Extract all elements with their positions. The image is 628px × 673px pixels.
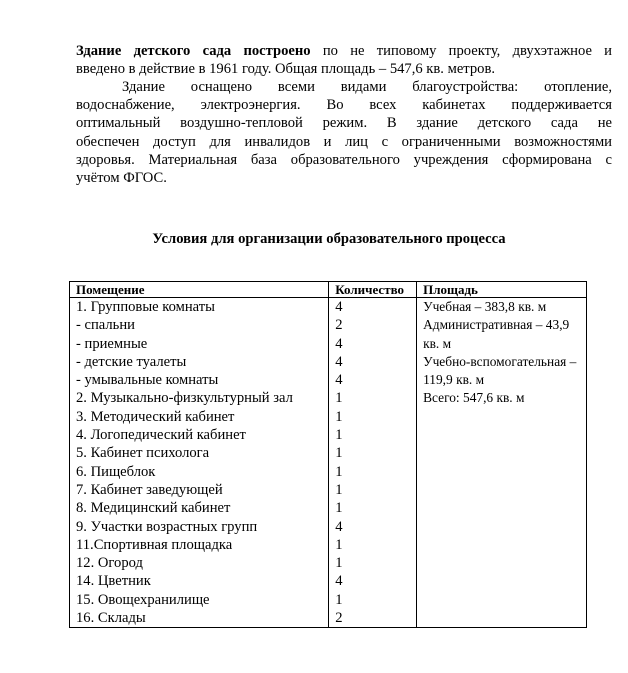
room-quantity: 1 xyxy=(335,445,343,462)
room-name: 6. Пищеблок xyxy=(76,463,156,480)
room-name: 5. Кабинет психолога xyxy=(76,445,210,462)
intro-line-1 xyxy=(76,42,612,60)
amenities-line: учётом ФГОС. xyxy=(76,170,167,187)
room-quantity: 4 xyxy=(335,335,343,352)
intro-paragraph xyxy=(76,42,612,78)
room-quantity: 4 xyxy=(335,573,343,590)
room-quantity: 1 xyxy=(335,536,343,553)
room-name: 8. Медицинский кабинет xyxy=(76,500,231,517)
room-name: 7. Кабинет заведующей xyxy=(76,481,223,498)
room-list-cell xyxy=(70,298,329,628)
intro-bold-lead: Здание детского сада построено xyxy=(76,43,311,59)
room-name: 14. Цветник xyxy=(76,573,151,590)
room-name: 3. Методический кабинет xyxy=(76,408,235,425)
amenities-line: водоснабжение, электроэнергия. Во всех кабинетах поддерживается xyxy=(76,97,612,114)
room-quantity: 1 xyxy=(335,555,343,572)
room-name: - приемные xyxy=(76,335,148,352)
room-quantity: 4 xyxy=(335,372,343,389)
room-quantity: 4 xyxy=(335,518,343,535)
amenities-line: оптимальный воздушно-тепловой режим. В здание детского сада не xyxy=(76,115,612,132)
room-name: 4. Логопедический кабинет xyxy=(76,427,246,444)
area-line: кв. м xyxy=(423,335,452,351)
room-name: 9. Участки возрастных групп xyxy=(76,518,258,535)
table-body-row xyxy=(70,298,587,628)
room-quantity: 4 xyxy=(335,353,343,370)
room-quantity: 4 xyxy=(335,299,343,315)
rooms-table xyxy=(69,281,587,628)
area-line: Административная – 43,9 xyxy=(423,317,570,333)
area-line: 119,9 кв. м xyxy=(423,372,485,388)
header-area: Площадь xyxy=(417,282,587,298)
area-line: Учебно-вспомогательная – xyxy=(423,353,577,369)
area-list-cell xyxy=(417,298,587,628)
room-quantity: 1 xyxy=(335,500,343,517)
table-header-row xyxy=(70,282,587,298)
quantity-list-cell xyxy=(329,298,417,628)
room-name: 11.Спортивная площадка xyxy=(76,536,233,553)
room-quantity: 1 xyxy=(335,427,343,444)
room-quantity: 1 xyxy=(335,591,343,608)
room-name: 1. Групповые комнаты xyxy=(76,299,215,315)
intro-line-2: введено в действие в 1961 году. Общая площадь – 547,6 кв. метров. xyxy=(76,61,495,78)
intro-line-1-rest: по не типовому проекту, двухэтажное и xyxy=(310,43,612,59)
room-quantity: 2 xyxy=(335,317,343,334)
amenities-line: обеспечен доступ для инвалидов и лиц с ограниченными возможностями xyxy=(76,133,612,150)
header-quantity: Количество xyxy=(329,282,417,298)
amenities-line: Здание оснащено всеми видами благоустройства: отопление, xyxy=(122,79,612,95)
room-name: - умывальные комнаты xyxy=(76,372,219,389)
room-quantity: 1 xyxy=(335,481,343,498)
room-quantity: 2 xyxy=(335,610,343,627)
section-title: Условия для организации образовательного процесса xyxy=(152,231,506,247)
area-line: Учебная – 383,8 кв. м xyxy=(423,299,547,314)
room-name: - спальни xyxy=(76,317,135,334)
amenities-paragraph xyxy=(76,78,612,187)
amenities-line: здоровья. Материальная база образовательного учреждения сформирована с xyxy=(76,151,612,168)
area-line: Всего: 547,6 кв. м xyxy=(423,390,525,406)
header-room: Помещение xyxy=(70,282,329,298)
room-quantity: 1 xyxy=(335,463,343,480)
room-quantity: 1 xyxy=(335,390,343,407)
room-quantity: 1 xyxy=(335,408,343,425)
room-name: 16. Склады xyxy=(76,610,146,627)
room-name: - детские туалеты xyxy=(76,353,187,370)
room-name: 12. Огород xyxy=(76,555,143,572)
room-name: 15. Овощехранилище xyxy=(76,591,210,608)
room-name: 2. Музыкально-физкультурный зал xyxy=(76,390,293,407)
